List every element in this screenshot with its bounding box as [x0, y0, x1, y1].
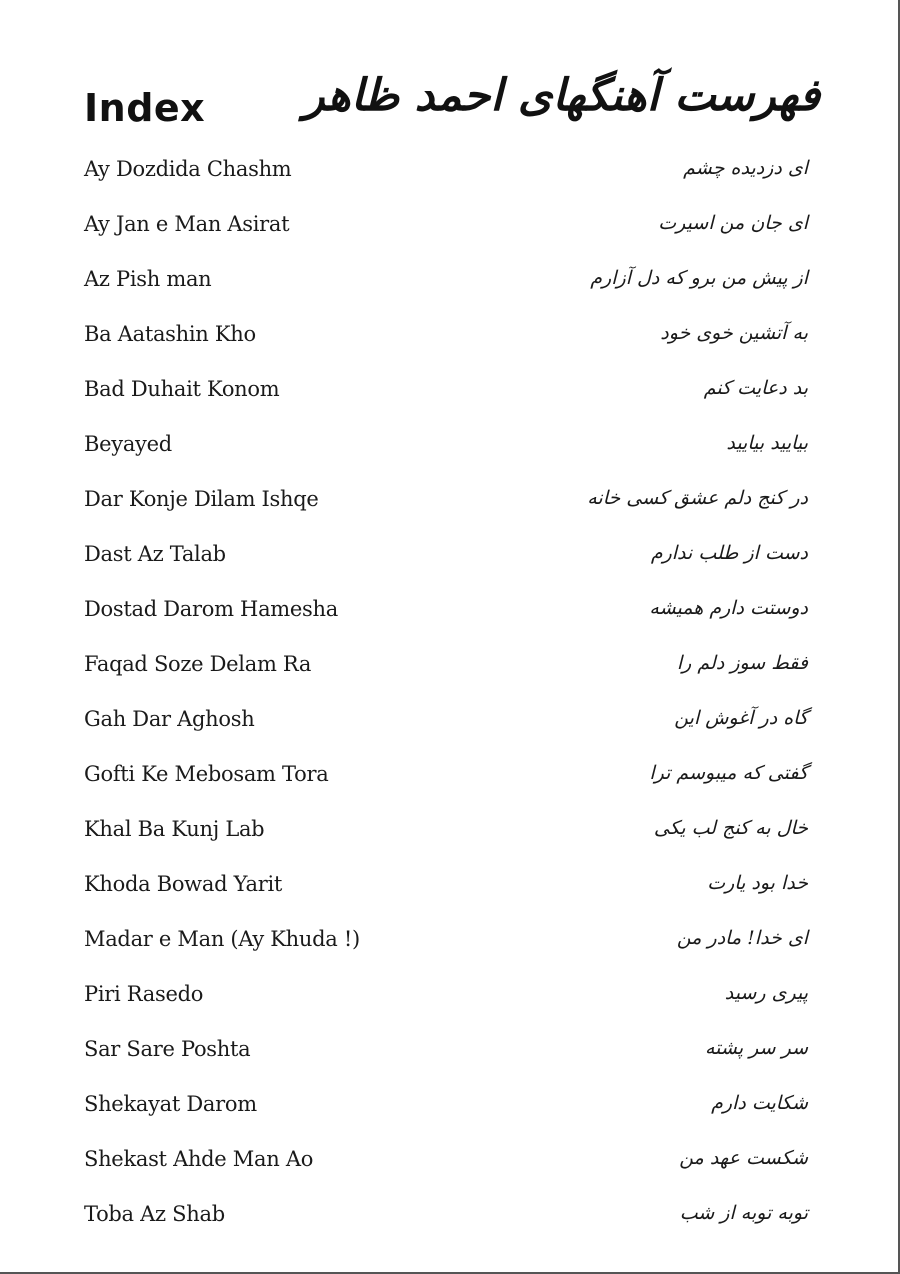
- song-title-english: Gofti Ke Mebosam Tora: [84, 762, 329, 786]
- index-entry: [84, 530, 808, 585]
- song-title-persian: به آتشین خوی خود: [660, 322, 808, 344]
- song-title-english: Sar Sare Poshta: [84, 1037, 251, 1061]
- song-title-persian: ای دزدیده چشم: [683, 157, 808, 179]
- index-entry: [84, 475, 808, 530]
- index-entry: [84, 420, 808, 475]
- index-entry: [84, 1190, 808, 1245]
- index-entry: [84, 695, 808, 750]
- song-title-english: Shekast Ahde Man Ao: [84, 1147, 314, 1171]
- index-entry: [84, 915, 808, 970]
- song-title-english: Dar Konje Dilam Ishqe: [84, 487, 319, 511]
- song-title-persian: ای خدا! مادر من: [676, 927, 808, 949]
- song-title-persian: شکایت دارم: [711, 1092, 808, 1114]
- index-title-persian: فهرست آهنگهای احمد ظاهر: [303, 70, 820, 121]
- song-index-list: [84, 145, 808, 1245]
- song-title-persian: سر سر پشته: [704, 1037, 808, 1059]
- song-title-persian: گفتی که میبوسم ترا: [649, 762, 808, 784]
- song-title-persian: شکست عهد من: [679, 1147, 808, 1169]
- song-title-persian: دوستت دارم همیشه: [649, 597, 808, 619]
- index-entry: [84, 145, 808, 200]
- index-entry: [84, 970, 808, 1025]
- song-title-english: Dostad Darom Hamesha: [84, 597, 338, 621]
- index-entry: [84, 1080, 808, 1135]
- index-entry: [84, 365, 808, 420]
- index-entry: [84, 1135, 808, 1190]
- song-title-persian: توبه توبه از شب: [679, 1202, 808, 1224]
- index-entry: [84, 750, 808, 805]
- song-title-persian: بیایید بیایید: [726, 432, 808, 454]
- index-entry: [84, 640, 808, 695]
- song-title-persian: دست از طلب ندارم: [650, 542, 808, 564]
- song-title-persian: در کنج دلم عشق کسی خانه: [587, 487, 808, 509]
- index-entry: [84, 1025, 808, 1080]
- song-title-english: Faqad Soze Delam Ra: [84, 652, 312, 676]
- song-title-english: Khal Ba Kunj Lab: [84, 817, 265, 841]
- song-title-english: Az Pish man: [84, 267, 212, 291]
- song-title-persian: خال به کنج لب یکی: [653, 817, 808, 839]
- song-title-english: Ay Jan e Man Asirat: [84, 212, 290, 236]
- song-title-english: Khoda Bowad Yarit: [84, 872, 283, 896]
- song-title-english: Bad Duhait Konom: [84, 377, 280, 401]
- song-title-persian: خدا بود یارت: [707, 872, 808, 894]
- song-title-english: Piri Rasedo: [84, 982, 204, 1006]
- song-title-english: Ay Dozdida Chashm: [84, 157, 292, 181]
- song-title-english: Toba Az Shab: [84, 1202, 225, 1226]
- song-title-english: Dast Az Talab: [84, 542, 226, 566]
- song-title-english: Shekayat Darom: [84, 1092, 257, 1116]
- song-title-persian: گاه در آغوش این: [674, 707, 808, 729]
- song-title-english: Ba Aatashin Kho: [84, 322, 256, 346]
- song-title-english: Gah Dar Aghosh: [84, 707, 255, 731]
- song-title-english: Beyayed: [84, 432, 172, 456]
- index-entry: [84, 310, 808, 365]
- song-title-persian: از پیش من برو که دل آزارم: [590, 267, 808, 289]
- index-entry: [84, 255, 808, 310]
- song-title-english: Madar e Man (Ay Khuda !): [84, 927, 360, 951]
- song-title-persian: ای جان من اسیرت: [658, 212, 808, 234]
- song-title-persian: بد دعایت کنم: [703, 377, 808, 399]
- song-title-persian: پیری رسید: [724, 982, 808, 1004]
- index-entry: [84, 805, 808, 860]
- index-entry: [84, 860, 808, 915]
- index-header: [84, 70, 820, 150]
- song-title-persian: فقط سوز دلم را: [676, 652, 808, 674]
- index-entry: [84, 200, 808, 255]
- index-title-english: Index: [84, 86, 206, 130]
- index-entry: [84, 585, 808, 640]
